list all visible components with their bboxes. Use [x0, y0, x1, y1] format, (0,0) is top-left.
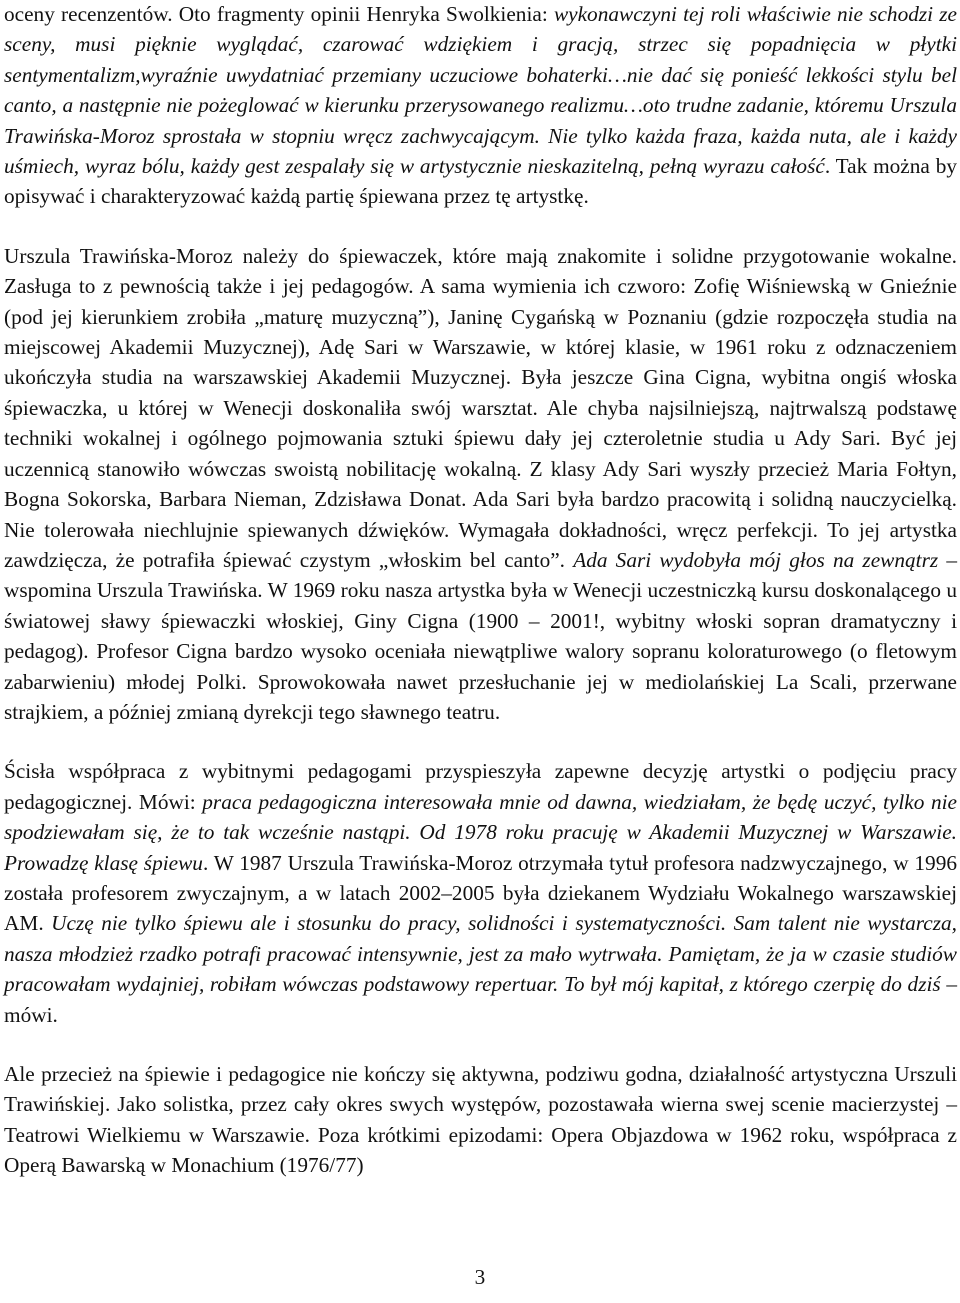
- quote-ada-sari: Ada Sari wydobyła mój głos na zewnątrz: [573, 547, 939, 572]
- text-run: – mówi.: [4, 972, 957, 1027]
- text-run: Ścisła współpraca z wybitnymi pedagogami przyspieszyła zapewne decyzję artystki o podjęciu pracy pedagogicznej. Mówi:: [4, 759, 957, 814]
- text-run: Urszula Trawińska-Moroz należy do śpiewaczek, które mają znakomite i solidne przygotowanie wokalne. Zasługa to z pewnością także i jej pedagogów. A sama wymienia ich czworo: Zofię Wiśniewską w Gnieźnie (pod jej kierunkiem zrobiła „maturę muzyczną”), Janinę Cygańską w Poznaniu (gdzie rozpoczęła studia na miejscowej Akademii Muzycznej), Adę Sari w Warszawie, w której klasie, w 1961 roku z odznaczeniem ukończyła studia na warszawskiej Akademii Muzycznej. Była jeszcze Gina Cigna, wybitna ongiś włoska śpiewaczka, u której w Wenecji doskonaliła swój warsztat. Ale chyba najsilniejszą, najtrwalszą podstawę techniki wokalnej i ogólnego pojmowania sztuki śpiewu dały jej czteroletnie studia u Ady Sari. Być jej uczennicą stanowiło wówczas swoistą nobilitację wokalną. Z klasy Ady Sari wyszły przecież Maria Fołtyn, Bogna Sokorska, Barbara Nieman, Zdzisława Donat. Ada Sari była bardzo pracowitą i solidną nauczycielką. Nie tolerowała niechlujnie spiewanych dźwięków. Wymagała dokładności, wręcz perfekcji. To jej artystka zawdzięcza, że potrafiła śpiewać czystym „włoskim bel canto”.: [4, 243, 957, 572]
- page-number: 3: [474, 1265, 486, 1289]
- text-run: . W 1987 Urszula Trawińska-Moroz otrzymała tytuł profesora nadzwyczajnego, w 1996 została profesorem zwyczajnym, a w latach 2002–2005 była dziekanem Wydziału Wokalnego warszawskiej AM.: [4, 850, 958, 936]
- text-run: oceny recenzentów. Oto fragmenty opinii Henryka Swolkienia:: [4, 2, 554, 26]
- paragraph-opinions: [4, 0, 957, 212]
- text-run: . Tak można by opisywać i charakteryzować każdą partię śpiewana przez tę artystkę.: [4, 154, 957, 209]
- text-run: – wspomina Urszula Trawińska. W 1969 roku nasza artystka była w Wenecji uczestniczką kursu doskonalącego u światowej sławy śpiewaczki włoskiej, Giny Cigna (1900 – 2001!, wybitny włoski sopran dramatyczny i pedagog). Profesor Cigna bardzo wysoko oceniała niewątpliwe walory sopranu koloraturowego (o fletowym zabarwieniu) młodej Polki. Sprowokowała nawet przesłuchanie jej w mediolańskiej La Scali, przerwane strajkiem, a później zmianą dyrekcji tego sławnego teatru.: [4, 547, 957, 724]
- paragraph-pedagogy: [4, 756, 957, 1030]
- paragraph-career: [4, 1059, 957, 1181]
- page-body: [4, 0, 957, 1181]
- text-run: Ale przecież na śpiewie i pedagogice nie kończy się aktywna, podziwu godna, działalność artystyczna Urszuli Trawińskiej. Jako solistka, przez cały okres swych występów, pozostawała wierna swej scenie macierzystej – Teatrowi Wielkiemu w Warszawie. Poza krótkimi epizodami: Opera Objazdowa w 1962 roku, współpraca z Operą Bawarską w Monachium (1976/77): [4, 1062, 957, 1178]
- paragraph-teachers: [4, 241, 957, 728]
- quoted-review: wykonawczyni tej roli właściwie nie schodzi ze sceny, musi pięknie wyglądać, czarować wdziękiem i gracją, strzec się popadnięcia w płytki sentymentalizm,wyraźnie uwydatniać przemiany uczuciowe bohaterki…nie dać się ponieść lekkości stylu bel canto, a następnie nie pożeglować w kierunku przerysowanego realizmu…oto trudne zadanie, któremu Urszula Trawińska-Moroz sprostała w stopniu wręcz zachwycającym. Nie tylko każda fraza, każda nuta, ale i każdy uśmiech, wyraz bólu, każdy gest zespalały się w artystycznie nieskazitelną, pełną wyrazu całość: [4, 2, 957, 179]
- quote-pedagogy: praca pedagogiczna interesowała mnie od dawna, wiedziałam, że będę uczyć, tylko nie spodziewałam się, że to tak wcześnie nastąpi. Od 1978 roku pracuję w Akademii Muzycznej w Warszawie. Prowadzę klasę śpiewu: [4, 789, 958, 875]
- quote-work-ethic: Uczę nie tylko śpiewu ale i stosunku do pracy, solidności i systematyczności. Sam talent nie wystarcza, nasza młodzież rzadko potrafi pracować intensywnie, jest za mało wytrwała. Pamiętam, że ja w czasie studiów pracowałam wydajniej, robiłam wówczas podstawowy repertuar. To był mój kapitał, z którego czerpię do dziś: [4, 911, 958, 997]
